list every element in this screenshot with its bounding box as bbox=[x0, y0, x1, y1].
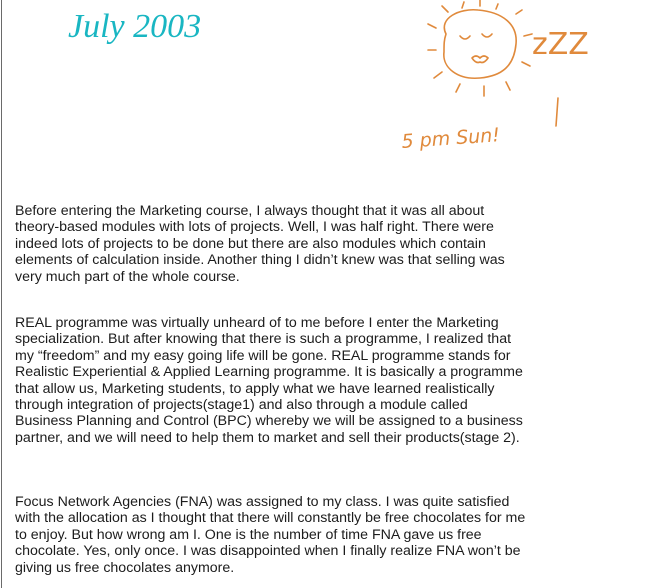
sun-right-eye bbox=[482, 34, 492, 37]
paragraph-line: indeed lots of projects to be done but there are also modules which contain bbox=[15, 235, 486, 252]
paragraph-line: with the allocation as I thought that there will constantly be free chocolates for me bbox=[15, 510, 526, 527]
paragraph-line: giving us free chocolates anymore. bbox=[15, 559, 235, 576]
paragraph-line: Focus Network Agencies (FNA) was assigned to my class. I was quite satisfied bbox=[15, 494, 510, 510]
paragraph-line: theory-based modules with lots of projects. Well, I was half right. There were bbox=[15, 219, 494, 236]
paragraph-3 bbox=[15, 494, 655, 576]
paragraph-line: elements of calculation inside. Another thing I didn’t knew was that selling was bbox=[15, 252, 505, 269]
sketch-caption: 5 pm Sun! bbox=[400, 124, 501, 153]
page-left-border bbox=[1, 0, 2, 588]
paragraph-line: to enjoy. But how wrong am I. One is the number of time FNA gave us free bbox=[15, 526, 482, 543]
paragraph-line: REAL programme was virtually unheard of to me before I enter the Marketing bbox=[15, 315, 499, 331]
paragraph-line: through integration of projects(stage1) and also through a module called bbox=[15, 397, 468, 414]
paragraph-1 bbox=[15, 203, 655, 285]
paragraph-line: Before entering the Marketing course, I always thought that it was all about bbox=[15, 203, 485, 219]
paragraph-line: specialization. But after knowing that there is such a programme, I realized that bbox=[15, 331, 512, 348]
paragraph-line: Business Planning and Control (BPC) whereby we will be assigned to a business bbox=[15, 413, 523, 430]
paragraph-line: Realistic Experiential & Applied Learning programme. It is basically a programme bbox=[15, 364, 523, 381]
paragraph-line: very much part of the whole course. bbox=[15, 268, 240, 285]
sleeping-sun-icon bbox=[398, 0, 638, 160]
page-title: July 2003 bbox=[68, 8, 202, 45]
sun-mouth bbox=[472, 56, 488, 63]
paragraph-line: that allow us, Marketing students, to apply what we have learned realistically bbox=[15, 380, 495, 397]
paragraph-line: partner, and we will need to help them to market and sell their products(stage 2). bbox=[15, 429, 520, 446]
sun-left-eye bbox=[460, 36, 470, 39]
paragraph-line: my “freedom” and my easy going life will be gone. REAL programme stands for bbox=[15, 347, 511, 364]
paragraph-2 bbox=[15, 315, 655, 446]
zzz-text: zZZ bbox=[532, 27, 589, 62]
paragraph-line: chocolate. Yes, only once. I was disappointed when I finally realize FNA won’t be bbox=[15, 543, 521, 560]
sun-face bbox=[444, 10, 516, 78]
